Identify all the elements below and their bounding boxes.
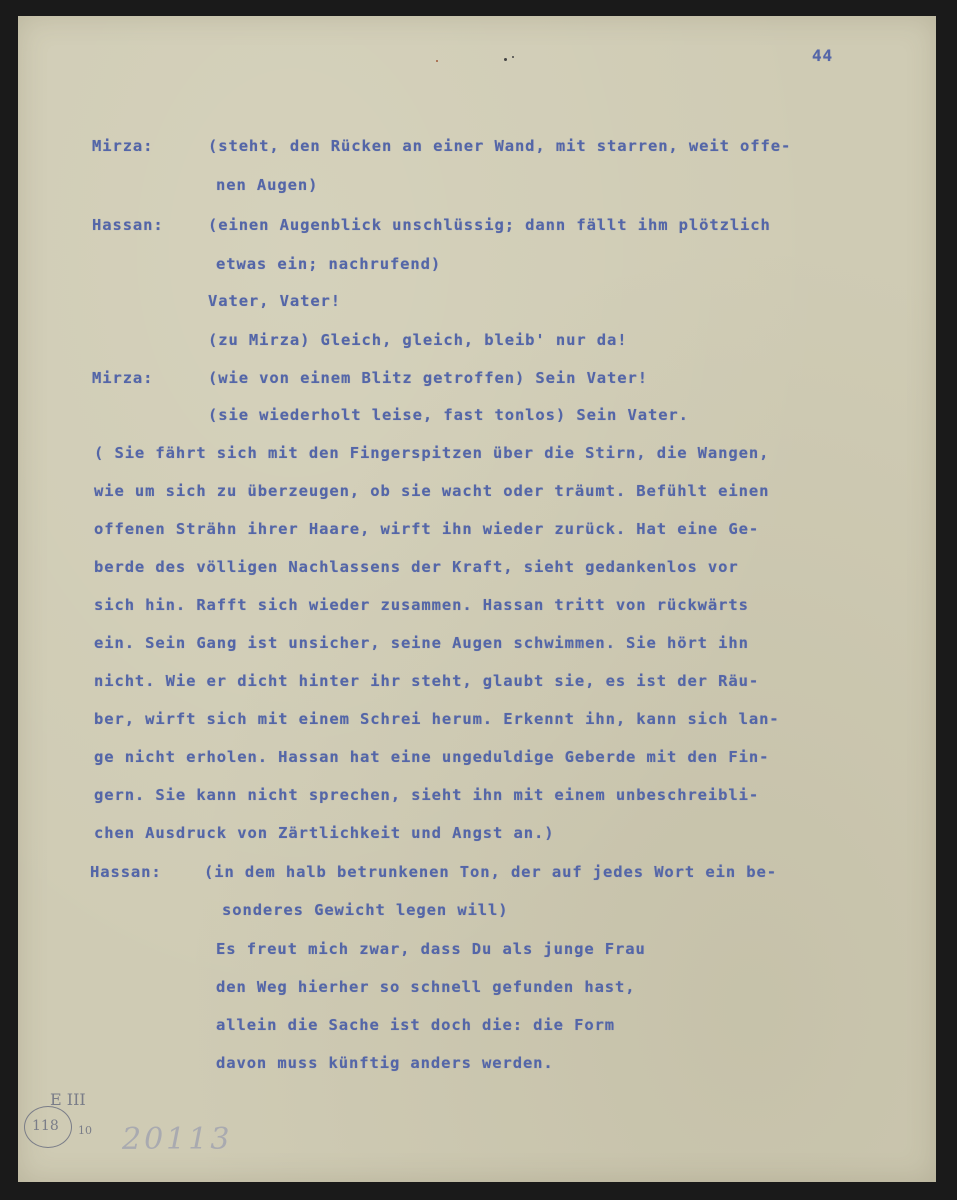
stage-direction-line: berde des völligen Nachlassens der Kraft, sieht gedankenlos vor [94, 558, 739, 576]
page-number: 44 [812, 46, 834, 65]
stage-direction-line: gern. Sie kann nicht sprechen, sieht ihn mit einem unbeschreibli- [94, 786, 760, 804]
stage-direction-line: chen Ausdruck von Zärtlichkeit und Angst an.) [94, 824, 555, 842]
dialogue-line: (wie von einem Blitz getroffen) Sein Vater! [208, 369, 648, 387]
dialogue-line: (zu Mirza) Gleich, gleich, bleib' nur da! [208, 331, 628, 349]
dialogue-line: (einen Augenblick unschlüssig; dann fällt ihm plötzlich [208, 216, 771, 234]
speaker-label: Hassan: [90, 863, 162, 881]
dialogue-line: etwas ein; nachrufend) [216, 255, 442, 273]
dialogue-line: sonderes Gewicht legen will) [222, 901, 509, 919]
stage-direction-line: ein. Sein Gang ist unsicher, seine Augen schwimmen. Sie hört ihn [94, 634, 749, 652]
archive-circled-number: 118 [32, 1118, 59, 1134]
stage-direction-line: ber, wirft sich mit einem Schrei herum. Erkennt ihn, kann sich lan- [94, 710, 780, 728]
speaker-label: Hassan: [92, 216, 164, 234]
archive-sub-number: 10 [78, 1124, 92, 1137]
stage-direction-line: sich hin. Rafft sich wieder zusammen. Hassan tritt von rückwärts [94, 596, 749, 614]
verse-line: Es freut mich zwar, dass Du als junge Frau [216, 940, 646, 958]
dialogue-line: Vater, Vater! [208, 292, 342, 310]
archive-inventory-number: 20113 [122, 1122, 233, 1157]
archive-shelf-mark: E III [50, 1090, 86, 1109]
verse-line: davon muss künftig anders werden. [216, 1054, 554, 1072]
paper-speck [436, 60, 438, 62]
dialogue-line: (sie wiederholt leise, fast tonlos) Sein Vater. [208, 406, 689, 424]
dialogue-line: (steht, den Rücken an einer Wand, mit starren, weit offe- [208, 137, 792, 155]
verse-line: allein die Sache ist doch die: die Form [216, 1016, 616, 1034]
stage-direction-line: wie um sich zu überzeugen, ob sie wacht oder träumt. Befühlt einen [94, 482, 770, 500]
stage-direction-line: ge nicht erholen. Hassan hat eine ungeduldige Geberde mit den Fin- [94, 748, 770, 766]
verse-line: den Weg hierher so schnell gefunden hast, [216, 978, 636, 996]
stage-direction-line: ( Sie fährt sich mit den Fingerspitzen über die Stirn, die Wangen, [94, 444, 770, 462]
paper-speck [504, 58, 507, 61]
speaker-label: Mirza: [92, 369, 154, 387]
dialogue-line: nen Augen) [216, 176, 319, 194]
paper-speck [512, 56, 514, 58]
stage-direction-line: offenen Strähn ihrer Haare, wirft ihn wieder zurück. Hat eine Ge- [94, 520, 760, 538]
dialogue-line: (in dem halb betrunkenen Ton, der auf jedes Wort ein be- [204, 863, 777, 881]
stage-direction-line: nicht. Wie er dicht hinter ihr steht, glaubt sie, es ist der Räu- [94, 672, 760, 690]
speaker-label: Mirza: [92, 137, 154, 155]
